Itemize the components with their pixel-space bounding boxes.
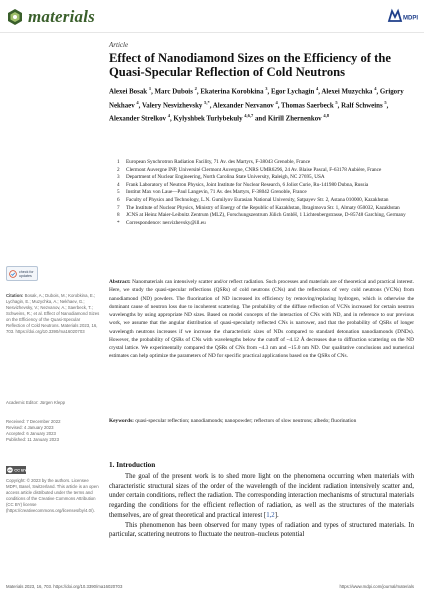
author-name[interactable]: Egor Lychagin <box>270 88 317 96</box>
keywords <box>109 417 414 425</box>
affiliation-text: Faculty of Physics and Technology, L.N. Gumilyov Eurasian National University, Satpayev Str. 2, Astana 010000, Kazakhstan <box>126 196 389 203</box>
affiliation-text[interactable]: Correspondence: nesvizhevsky@ill.eu <box>126 219 206 226</box>
copyright-notice <box>6 478 100 514</box>
author-list: Alexei Bosak $^1$, Marc Dubois $^2$, Ekaterina Korobkina $^3$, Egor Lychagin $^4$, Alexei Muzychka $^4$, Grigory Nekhaev $^4$, Valery Nesvizhevsky $^{5,*}$, Alexander Nezvanov $^4$, Thomas Saerbeck $^5$, Ralf Schweins $^5$, Alexander Strelkov $^4$, Kylyshbek Turlybekuly $^{4,6,7}$ and Kirill Zhernenkov $^{4,8}$ <box>109 86 404 123</box>
date-label: Received: <box>6 419 27 424</box>
citation-label: Citation: <box>6 293 24 298</box>
affiliation-item <box>117 189 417 197</box>
author-name[interactable]: Kirill Zhernenkov <box>267 115 324 123</box>
affiliation-number: 1 <box>117 159 120 165</box>
footer-citation[interactable]: Materials 2023, 16, 703. https://doi.org/10.3390/ma16020703 <box>6 584 123 589</box>
author-name[interactable]: Thomas Saerbeck <box>281 102 336 109</box>
affiliation-text: Frank Laboratory of Neutron Physics, Joint Institute for Nuclear Research, 6 Joliot Curie, Ru-141980 Dubna, Russia <box>126 181 369 188</box>
affiliation-number: 3 <box>117 174 120 181</box>
journal-name: materials <box>28 7 95 26</box>
date-value: 6 January 2023 <box>26 430 56 436</box>
affiliation-number: 2 <box>117 166 120 173</box>
author-name[interactable]: Valery Nesvizhevsky <box>141 102 205 109</box>
abstract-text: Nanomaterials can intensively scatter and/or reflect radiation. Such processes and materials are of theoretical and practical interest. Here, we study the quasi-specular reflections (QSRs) of cold neutrons (CNs) and the reflections of very cold neutrons (VCNs) from nanodiamond (ND) powders. The fluorination of ND increased its efficiency by removing/replacing hydrogen, which is otherwise the dominant cause of neutron loss due to incoherent scattering. The probability of the diffuse reflection of VCNs increased for certain neutron wavelengths by using appropriate ND sizes. Based on model concepts of the interaction of CNs with ND, and in reference to our previous work, we assume that the angular distribution of quasi-specularly reflected CNs is narrower, and that the probability of QSRs of longer wavelength neutrons increases if we increase the characteristic sizes of NDs compared to standard detonation nanodiamonds (DNDs). However, the probability of QSRs of CNs with wavelengths below the cutoff of ~4.12 Å decreases due to diffraction scattering on the ND crystal lattice. We experimentally compared the QSRs of CNs from ~4.3 nm and ~15.0 nm ND. Our qualitative conclusions and numerical estimates can help optimize the parameters of ND for specific practical applications based on the QSRs of CNs. <box>109 279 414 360</box>
author-affiliation-marker: 5,* <box>204 99 210 105</box>
publisher-name: MDPI <box>403 15 418 22</box>
dates-block <box>6 419 100 443</box>
affiliation-text: European Synchrotron Radiation Facility, 71 Av. des Martyrs, F-38043 Grenoble, France <box>126 159 311 165</box>
copyright-text: Copyright: © 2023 by the authors. Licensee MDPI, Basel, Switzerland. This article is an open access article distributed under the terms and conditions of the Creative Commons Attribution (CC BY) license (https://creativecommons.org/licenses/by/4.0/). <box>6 478 99 513</box>
introduction-heading: 1. Introduction <box>109 461 156 469</box>
affiliation-number: 7 <box>117 204 120 211</box>
affiliation-text: Institut Max von Laue—Paul Langevin, 71 Av. des Martyrs, F-38042 Grenoble, France <box>126 189 307 196</box>
article-title: Effect of Nanodiamond Sizes on the Efficiency of the Quasi-Specular Reflection of Cold Neutrons <box>109 51 391 79</box>
mdpi-logo-icon[interactable] <box>386 8 418 24</box>
check-for-updates-button[interactable] <box>6 266 38 281</box>
author-name[interactable]: Alexei Bosak <box>109 88 149 96</box>
date-value: 11 January 2023 <box>27 436 59 442</box>
affiliation-text: Department of Nuclear Engineering, North Carolina State University, Raleigh, NC 27695, USA <box>126 174 325 181</box>
materials-logo-icon <box>6 8 24 26</box>
date-label: Revised: <box>6 424 24 430</box>
intro-paragraph-1 <box>109 472 414 521</box>
affiliation-item <box>117 220 417 228</box>
check-updates-line2: updates <box>19 273 32 278</box>
author-name[interactable]: Alexander Nezvanov <box>212 102 276 109</box>
check-updates-line1: check for <box>19 269 34 274</box>
author-name[interactable]: Marc Dubois <box>154 88 195 96</box>
author-name[interactable]: Alexei Muzychka <box>321 88 375 96</box>
author-name[interactable]: Alexander Strelkov <box>109 115 168 123</box>
abstract-label: Abstract: <box>109 279 131 285</box>
author-affiliation-marker: 4 <box>136 99 139 105</box>
author-affiliation-marker: 4 <box>374 86 377 91</box>
affiliation-number: 5 <box>117 189 120 196</box>
intro-p1-text: The goal of the present work is to shed more light on the phenomena occurring when materials with characteristic structural sizes of the order of the wavelength of the incident radiation intensively scatter and, under certain conditions, reflect the radiation. The corresponding interaction mechanisms of structural materials regarding the conditions for the efficient reflection of radiation, as well as the structures of the materials themselves, are of great theoretical and practical interest [ <box>109 473 414 519</box>
cc-badge-text: CC BY <box>14 467 27 473</box>
date-label: Published: <box>6 436 28 442</box>
affiliation-item <box>117 212 417 220</box>
affiliation-text: JCNS at Heinz Maier-Leibnitz Zentrum (MLZ), Forschungszentrum Jülich GmbH, 1 Lichtenbergstrasse, D-85748 Garching, Germany <box>126 212 406 219</box>
introduction-body <box>109 472 414 540</box>
academic-editor-label: Academic Editor: <box>6 400 39 405</box>
citation-link[interactable]: 1,2 <box>266 511 275 519</box>
affiliation-text: Clermont Auvergne INP, Université Clermont Auvergne, CNRS UMR6296, 24 Av. Blaise Pascal, F-63178 Aubière, France <box>126 166 382 173</box>
affiliation-item <box>117 197 417 205</box>
author-affiliation-marker: 5 <box>335 99 338 105</box>
citation-block <box>6 293 100 335</box>
affiliation-item <box>117 159 417 167</box>
keywords-label: Keywords: <box>109 418 134 424</box>
journal-logo[interactable] <box>6 4 102 30</box>
affiliation-number: 6 <box>117 196 120 203</box>
svg-text:cc: cc <box>8 468 12 473</box>
author-affiliation-marker: 5 <box>384 99 387 105</box>
author-name[interactable]: Kylyshbek Turlybekuly <box>173 115 245 123</box>
abstract <box>109 278 414 361</box>
affiliation-item <box>117 182 417 190</box>
author-affiliation-marker: 4 <box>275 99 278 105</box>
header-divider <box>0 32 424 33</box>
article-type: Article <box>109 41 129 49</box>
author-affiliation-marker: 2 <box>194 86 197 91</box>
date-label: Accepted: <box>6 430 27 436</box>
affiliation-number: 8 <box>117 212 120 219</box>
author-affiliation-marker: 3 <box>265 86 268 91</box>
affiliation-item <box>117 174 417 182</box>
date-value: 4 January 2023 <box>23 424 54 430</box>
check-updates-icon <box>9 270 17 278</box>
author-affiliation-marker: 4 <box>167 113 170 119</box>
intro-paragraph-2: This phenomenon has been observed for many types of radiation and types of structured materials. In particular, scattering neutrons to fluctuate the neutron–nucleus potential <box>109 521 414 539</box>
keywords-text: quasi-specular reflection; nanodiamonds; nanopowder; reflectors of slow neutrons; albedo; fluorination <box>135 418 357 424</box>
footer-journal-url[interactable]: https://www.mdpi.com/journal/materials <box>339 584 414 589</box>
author-name[interactable]: Ekaterina Korobkina <box>200 88 266 96</box>
affiliations-list <box>117 159 417 227</box>
affiliation-number: * <box>117 219 120 226</box>
cc-by-license-icon[interactable] <box>6 466 26 474</box>
date-value: 7 December 2022 <box>26 419 61 424</box>
author-affiliation-marker: 4,6,7 <box>244 113 254 119</box>
affiliation-number: 4 <box>117 181 120 188</box>
academic-editor-name: Jürgen Klepp <box>39 400 66 405</box>
academic-editor-block <box>6 400 100 406</box>
affiliation-text: The Institute of Nuclear Physics, Ministry of Energy of the Republic of Kazakhstan, Ibragimova Str. 1, Almaty 050032, Kazakhstan <box>126 204 400 211</box>
author-affiliation-marker: 4 <box>316 86 319 91</box>
date-row <box>6 437 100 443</box>
author-name[interactable]: Grigory Nekhaev <box>109 88 404 109</box>
author-affiliation-marker: 1 <box>148 86 152 91</box>
author-affiliation-marker: 4,8 <box>323 113 329 119</box>
author-name[interactable]: Ralf Schweins <box>341 102 385 109</box>
citation-text[interactable]: Bosak, A.; Dubois, M.; Korobkina, E.; Lychagin, E.; Muzychka, A.; Nekhaev, G.; Nesvizhevsky, V.; Nezvanov, A.; Saerbeck, T.; Schweins, R.; et al. Effect of Nanodiamond Sizes on the Efficiency of the Quasi-Specular Reflection of Cold Neutrons. Materials 2023, 16, 703. https://doi.org/10.3390/ma16020703 <box>6 293 100 334</box>
intro-p1-tail: ]. <box>274 511 279 519</box>
